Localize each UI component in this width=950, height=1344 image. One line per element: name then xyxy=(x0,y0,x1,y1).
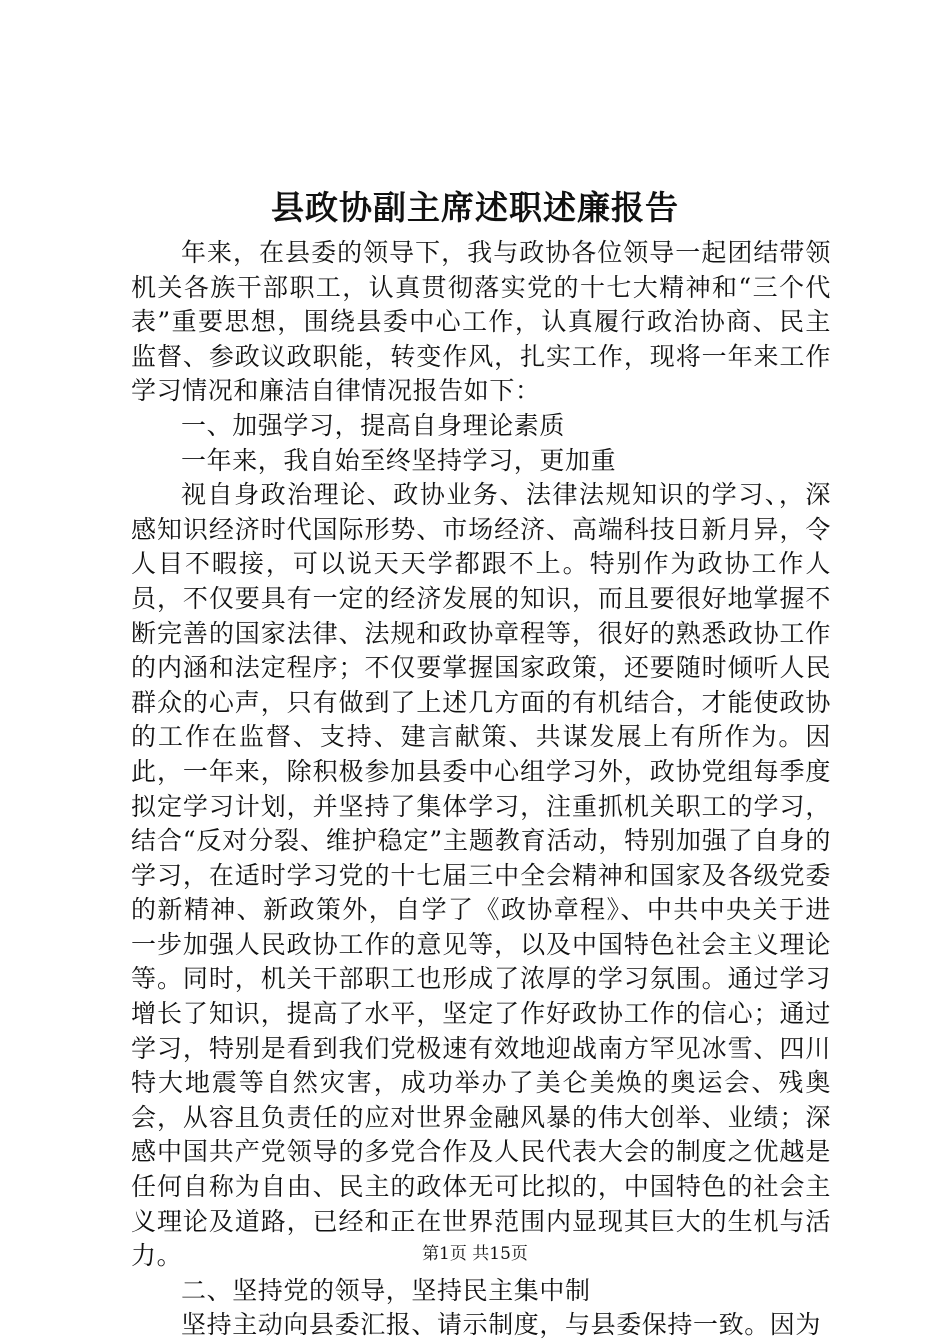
paragraph-intro: 年来，在县委的领导下，我与政协各位领导一起团结带领机关各族干部职工，认真贯彻落实党的十七大精神和“三个代表”重要思想，围绕县委中心工作，认真履行政治协商、民主监督、参政议政职能，转变作风，扎实工作，现将一年来工作学习情况和廉洁自律情况报告如下： xyxy=(131,238,831,406)
document-body xyxy=(131,236,831,1343)
paragraph-study-start: 一年来，我自始至终坚持学习，更加重 xyxy=(181,445,617,475)
section-heading-2: 二、坚持党的领导，坚持民主集中制 xyxy=(181,1275,591,1305)
section-heading-1: 一、加强学习，提高自身理论素质 xyxy=(181,410,566,440)
document-title: 县政协副主席述职述廉报告 xyxy=(271,188,679,227)
paragraph-study-body: 视自身政治理论、政协业务、法律法规知识的学习、，深感知识经济时代国际形势、市场经济、高端科技日新月异，令人目不暇接，可以说天天学都跟不上。特别作为政协工作人员，不仅要具有一定的经济发展的知识，而且要很好地掌握不断完善的国家法律、法规和政协章程等，很好的熟悉政协工作的内涵和法定程序；不仅要掌握国家政策，还要随时倾听人民群众的心声，只有做到了上述几方面的有机结合，才能使政协的工作在监督、支持、建言献策、共谋发展上有所作为。因此，一年来，除积极参加县委中心组学习外，政协党组每季度拟定学习计划，并坚持了集体学习，注重抓机关职工的学习，结合“反对分裂、维护稳定”主题教育活动，特别加强了自身的学习，在适时学习党的十七届三中全会精神和国家及各级党委的新精神、新政策外，自学了《政协章程》、中共中央关于进一步加强人民政协工作的意见等，以及中国特色社会主义理论等。同时，机关干部职工也形成了浓厚的学习氛围。通过学习增长了知识，提高了水平，坚定了作好政协工作的信心；通过学习，特别是看到我们党极速有效地迎战南方罕见冰雪、四川特大地震等自然灾害，成功举办了美仑美焕的奥运会、残奥会，从容且负责任的应对世界金融风暴的伟大创举、业绩；深感中国共产党领导的多党合作及人民代表大会的制度之优越是任何自称为自由、民主的政体无可比拟的，中国特色的社会主义理论及道路，已经和正在世界范围内显现其巨大的生机与活力。 xyxy=(131,480,831,1271)
page-footer: 第1页 共15页 xyxy=(422,1244,528,1264)
paragraph-leadership: 坚持主动向县委汇报、请示制度，与县委保持一致。因为 xyxy=(181,1310,822,1340)
